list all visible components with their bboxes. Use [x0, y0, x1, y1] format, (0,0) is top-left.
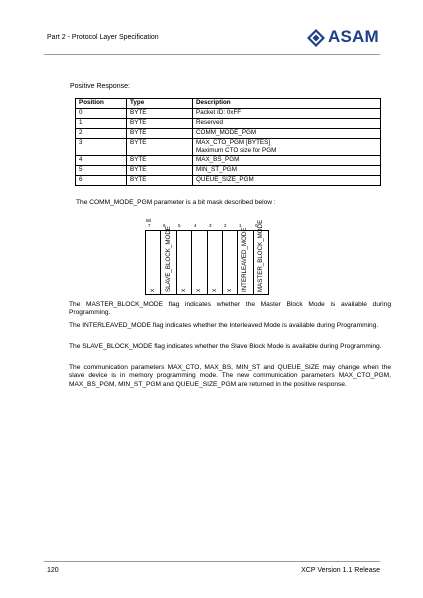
bit-label: Bit — [146, 218, 152, 223]
cell-type: BYTE — [127, 176, 193, 186]
table-row — [76, 166, 381, 176]
description-line: MAX_CTO_PGM [BYTES] — [196, 139, 271, 146]
cell-type: BYTE — [127, 166, 193, 176]
bit-number: 5 — [178, 223, 181, 228]
cell-description: MIN_ST_PGM — [193, 166, 381, 176]
bit-number: 3 — [209, 223, 212, 228]
paragraph-interleaved-mode: The INTERLEAVED_MODE flag indicates whether the Interleaved Mode is available during Programming. — [69, 322, 379, 329]
header-title: Part 2 - Protocol Layer Specification — [47, 34, 159, 41]
cell-description — [193, 139, 381, 156]
cell-description: COMM_MODE_PGM — [193, 129, 381, 139]
section-title: Positive Response: — [70, 83, 130, 90]
asam-logo-icon — [307, 29, 325, 47]
cell-description: Packet ID: 0xFF — [193, 109, 381, 119]
cell-position: 6 — [76, 176, 127, 186]
table-row — [76, 156, 381, 166]
table-row — [76, 129, 381, 139]
column-header: Description — [193, 99, 381, 109]
cell-type: BYTE — [127, 129, 193, 139]
table-row — [76, 109, 381, 119]
bit-cell — [176, 231, 191, 294]
bit-number: 6 — [163, 223, 166, 228]
footer-rule — [44, 561, 380, 562]
cell-position: 0 — [76, 109, 127, 119]
table-row — [76, 139, 381, 156]
bit-number: 2 — [224, 223, 227, 228]
cell-position: 1 — [76, 119, 127, 129]
footer-version: XCP Version 1.1 Release — [301, 567, 380, 574]
cell-type: BYTE — [127, 156, 193, 166]
bit-number: 0 — [255, 223, 258, 228]
bit-cell-label: x — [226, 288, 234, 292]
page-number: 120 — [47, 567, 59, 574]
bit-cell-label: x — [149, 288, 157, 292]
bitmask-caption: The COMM_MODE_PGM parameter is a bit mask described below : — [76, 199, 276, 206]
paragraph-slave-block-mode: The SLAVE_BLOCK_MODE flag indicates whether the Slave Block Mode is available during Programming. — [69, 343, 382, 350]
bit-cell-label: x — [195, 288, 203, 292]
table-row — [76, 119, 381, 129]
cell-type: BYTE — [127, 139, 193, 156]
bit-cell-label: INTERLEAVED_MODE — [241, 227, 249, 292]
column-header: Position — [76, 99, 127, 109]
cell-position: 3 — [76, 139, 127, 156]
paragraph-master-block-mode: The MASTER_BLOCK_MODE flag indicates whether the Master Block Mode is available during Programming. — [69, 301, 391, 317]
bit-cell — [160, 226, 175, 294]
table-header-row — [76, 99, 381, 109]
cell-type: BYTE — [127, 119, 193, 129]
bit-number: 1 — [239, 223, 242, 228]
cell-position: 4 — [76, 156, 127, 166]
bit-cell-label: SLAVE_BLOCK_MODE — [164, 226, 172, 292]
logo-text: ASAM — [328, 27, 379, 46]
bit-number: 4 — [194, 223, 197, 228]
cell-description: MAX_BS_PGM — [193, 156, 381, 166]
paragraph-communication-parameters: The communication parameters MAX_CTO, MAX_BS, MIN_ST and QUEUE_SIZE may change when the slave device is in memory programming mode. The new communication parameters MAX_CTO_PGM, MAX_BS_PGM, MIN_ST_PGM and QUEUE_SIZE_PGM are returned in the positive response. — [69, 364, 391, 388]
bit-number: 7 — [148, 223, 151, 228]
bit-cell-label: x — [210, 288, 218, 292]
bit-cell — [237, 227, 252, 294]
bit-cell-label: x — [179, 288, 187, 292]
asam-logo — [307, 28, 377, 50]
cell-description: QUEUE_SIZE_PGM — [193, 176, 381, 186]
bit-cell — [222, 231, 237, 294]
cell-position: 5 — [76, 166, 127, 176]
cell-type: BYTE — [127, 109, 193, 119]
header-rule — [44, 54, 380, 55]
bit-cell — [146, 231, 160, 294]
bit-cell — [253, 219, 268, 294]
description-line: Maximum CTO size for PGM — [196, 147, 277, 154]
bitmask-diagram — [140, 218, 270, 292]
column-header: Type — [127, 99, 193, 109]
bit-cell-label: MASTER_BLOCK_MODE — [256, 219, 264, 292]
cell-description: Reserved — [193, 119, 381, 129]
bit-cell — [207, 231, 222, 294]
bit-cell — [191, 231, 206, 294]
response-table — [75, 98, 381, 186]
cell-position: 2 — [76, 129, 127, 139]
table-row — [76, 176, 381, 186]
